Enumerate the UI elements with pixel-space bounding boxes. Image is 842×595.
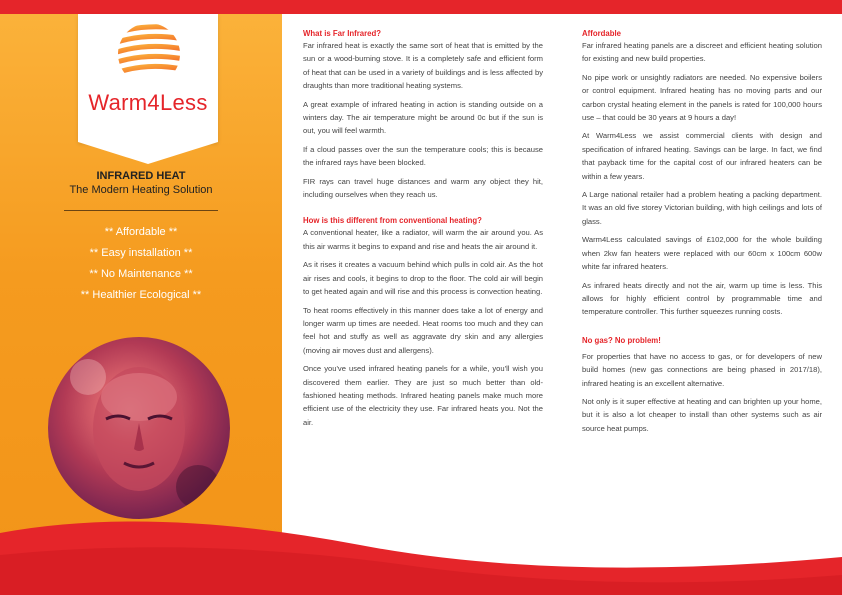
content-column-right [582,28,822,440]
paragraph: To heat rooms effectively in this manner does take a lot of energy and longer warm up times are needed. Heat rooms too much and they can feel hot and stuffy as well as aggravate dry skin and any allergies (moving air moves dust and allergens). [303,305,543,355]
paragraph: FIR rays can travel huge distances and warm any object they hit, including ourselves when they reach us. [303,176,543,200]
heading-no-gas: No gas? No problem! [582,335,661,345]
heading-how-different: How is this different from conventional heating? [303,216,482,226]
feature-healthier-ecological: ** Healthier Ecological ** [80,289,202,301]
red-wave-decoration [0,505,842,595]
sidebar-subtitle: The Modern Heating Solution [69,184,213,196]
paragraph: Warm4Less calculated savings of £102,000 for the whole building when 2kw fan heaters were replaced with our 60cm x 100cm 600w white far infrared heaters. [582,235,822,272]
paragraph: Not only is it super effective at heating and can brighten up your home, but it is also a lot cheaper to install than other systems such as air source heat pumps. [582,396,822,433]
paragraph: For properties that have no access to gas, or for developers of new build homes (new gas connections are being phased in 2017/18), infrared heating is an excellent alternative. [582,351,822,388]
heading-what-is-far-infrared: What is Far Infrared? [303,29,381,38]
top-red-band [0,0,842,14]
sun-stripes-logo-icon [107,20,191,86]
paragraph: A conventional heater, like a radiator, will warm the air around you. As this air warms it begins to expand and rise and heats the air around it. [303,228,543,251]
paragraph: As infrared heats directly and not the air, warm up time is less. This allows for highly efficient control by programmable time and temperature controller. This further squeezes running costs. [582,280,822,317]
sidebar-title: INFRARED HEAT [96,170,186,182]
paragraph: No pipe work or unsightly radiators are needed. No expensive boilers or control equipment. Infrared heating has no moving parts and our carbon crystal heating element in the panels is rated for 100,000 hours use – that could be 30 years at 9 hours a day! [582,72,822,123]
paragraph: Far infrared heat is exactly the same sort of heat that is emitted by the sun or a wood-burning stove. It is a completely safe and efficient form of heat that can be used in a variety of buildings and is less affected by draughts than more traditional heating systems. [303,41,543,91]
paragraph: Once you've used infrared heating panels for a while, you'll wish you discovered them earlier. They are just so much better than old-fashioned heating methods. Infrared heating panels make much more efficient use of the electricity they use. Far infrared heats you. Not the air. [303,364,543,427]
paragraph: At Warm4Less we assist commercial clients with design and specification of infrared heating. Savings can be large. In fact, we find that payback time for the capital cost of our infrared heaters can be within a few years. [582,131,822,181]
paragraph: A great example of infrared heating in action is standing outside on a winters day. The air temperature might be around 0c but if the sun is out, you will feel warmth. [303,99,543,136]
brand-logo-text: Warm4Less [88,90,208,115]
paragraph: As it rises it creates a vacuum behind which pulls in cold air. As the hot air rises and cools, it begins to drop to the floor. The cold air will begin to get heated again and will rise and this process is convection heating. [303,260,543,297]
sidebar-divider [64,210,218,211]
feature-no-maintenance: ** No Maintenance ** [89,268,193,280]
feature-affordable: ** Affordable ** [104,226,178,238]
paragraph: Far infrared heating panels are a discreet and efficient heating solution for existing and new build properties. [582,41,822,64]
feature-easy-installation: ** Easy installation ** [89,247,193,259]
paragraph: A Large national retailer had a problem heating a packing department. It was an old five storey Victorian building, with high ceilings and lots of glass. [582,190,822,226]
paragraph: If a cloud passes over the sun the temperature cools; this is because the infrared rays have been blocked. [303,144,543,168]
buddha-face-image [48,337,230,519]
content-column-left [303,28,543,434]
logo-card-point [78,142,218,164]
heading-affordable: Affordable [582,29,621,38]
